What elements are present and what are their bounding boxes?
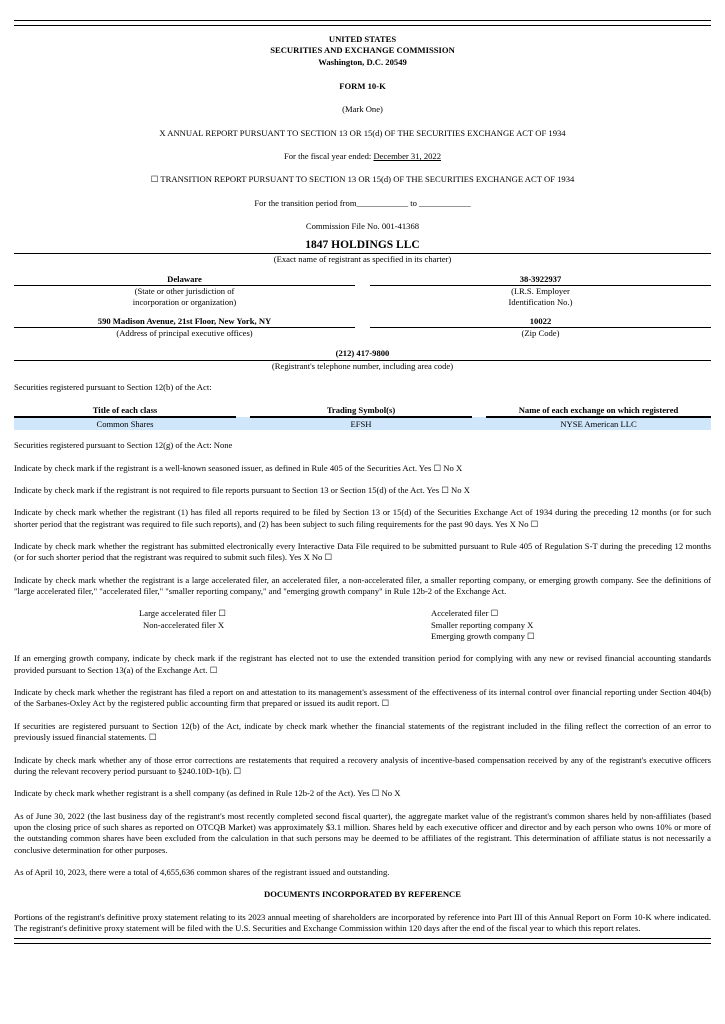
state-ein-row (14, 274, 711, 309)
fiscal-year-date: December 31, 2022 (373, 151, 442, 162)
address-block (14, 316, 355, 340)
address-caption: (Address of principal executive offices) (116, 327, 253, 338)
state-value: Delaware (14, 274, 355, 286)
section-12b-label: Securities registered pursuant to Section 12(b) of the Act: (14, 381, 212, 392)
filer-status-text: Indicate by check mark whether the registrant is a large accelerated filer, an accelerated filer, a non-accelerated filer, a smaller reporting company, or emerging growth company. See the definitions of "large accelerated filer," "accelerated filer," "smaller reporting company," and "emerging growth company" in Rule 12b-2 of the Exchange Act. (14, 574, 711, 597)
shell-company-check: Indicate by check mark whether registrant is a shell company (as defined in Rule 12b-2 of the Act). Yes ☐ No X (14, 788, 401, 799)
address-value: 590 Madison Avenue, 21st Floor, New York, NY (14, 316, 355, 328)
filed-all-reports-check: Indicate by check mark whether the registrant (1) has filed all reports required to be filed by Section 13 or 15(d) of the Securities Exchange Act of 1934 during the preceding 12 months (or for such shorter period that the registrant was required to file such reports), and (2) has been subject to such filing requirements for the past 90 days. Yes X No ☐ (14, 507, 711, 529)
restatement-check: Indicate by check mark whether any of those error corrections are restatements that required a recovery analysis of incentive-based compensation received by any of the registrant's executive officers during the relevant recovery period pursuant to §240.10D-1(b). ☐ (14, 754, 711, 776)
ein-caption-2: Identification No.) (508, 297, 573, 308)
zip-value: 10022 (370, 316, 711, 328)
large-accelerated-filer: Large accelerated filer ☐ (139, 608, 226, 619)
shares-outstanding-text: As of April 10, 2023, there were a total of 4,655,636 common shares of the registrant issued and outstanding. (14, 866, 390, 877)
section-12g-label: Securities registered pursuant to Section 12(g) of the Act: None (14, 440, 233, 451)
not-required-check: Indicate by check mark if the registrant is not required to file reports pursuant to Section 13 or Section 15(d) of the Act. Yes ☐ No X (14, 485, 470, 496)
phone-block (14, 348, 711, 372)
annual-report-check: X ANNUAL REPORT PURSUANT TO SECTION 13 OR 15(d) OF THE SECURITIES EXCHANGE ACT OF 1934 (159, 127, 566, 138)
address-zip-row (14, 316, 711, 340)
header-line-3: Washington, D.C. 20549 (318, 56, 407, 67)
fiscal-year-line (14, 151, 711, 162)
table-row (14, 417, 711, 430)
filer-checkboxes (14, 608, 711, 642)
zip-caption: (Zip Code) (521, 327, 560, 338)
documents-incorporated-text: Portions of the registrant's definitive proxy statement relating to its 2023 annual meeting of shareholders are incorporated by reference into Part III of this Annual Report on Form 10-K where indicated. The registrant's definitive proxy statement will be filed with the U.S. Securities and Exchange Commission within 120 days after the end of the fiscal year to which this report relates. (14, 911, 711, 933)
header-title-of-class: Title of each class (14, 404, 236, 417)
symbol-cell: EFSH (250, 417, 472, 430)
header-trading-symbol: Trading Symbol(s) (250, 404, 472, 417)
documents-incorporated-heading: DOCUMENTS INCORPORATED BY REFERENCE (264, 889, 461, 900)
registrant-name: 1847 HOLDINGS LLC (305, 239, 420, 252)
securities-table-header (14, 404, 711, 417)
header-line-1: UNITED STATES (328, 34, 397, 44)
error-correction-check: If securities are registered pursuant to Section 12(b) of the Act, indicate by check mark whether the financial statements of the registrant included in the filing reflect the correction of an error to previously issued financial statements. ☐ (14, 720, 711, 743)
non-accelerated-filer: Non-accelerated filer X (143, 619, 225, 630)
phone-caption: (Registrant's telephone number, including area code) (271, 360, 454, 371)
fiscal-year-prefix: For the fiscal year ended: (283, 151, 374, 162)
transition-period: For the transition period from____________ to ____________ (254, 197, 471, 208)
header-line-2: SECURITIES AND EXCHANGE COMMISSION (270, 45, 455, 56)
securities-table (14, 404, 711, 430)
ein-caption-1: (I.R.S. Employer (511, 285, 570, 296)
top-double-rule (14, 20, 711, 26)
mark-one: (Mark One) (342, 104, 383, 115)
filer-left-column (14, 608, 354, 642)
agency-header (14, 34, 711, 68)
egc-election-check: If an emerging growth company, indicate by check mark if the registrant has elected not to use the extended transition period for complying with any new or revised financial accounting standards provided pursuant to Section 13(a) of the Exchange Act. ☐ (14, 653, 711, 675)
ein-block (370, 274, 711, 309)
zip-block (370, 316, 711, 340)
registrant-name-caption: (Exact name of registrant as specified in its charter) (14, 253, 711, 265)
icfr-attestation-check: Indicate by check mark whether the registrant has filed a report on and attestation to its management's assessment of the effectiveness of its internal control over financial reporting under Section 404(b) of the Sarbanes-Oxley Act by the registered public accounting firm that prepared or issued its audit report. ☐ (14, 687, 711, 709)
exchange-cell: NYSE American LLC (486, 417, 711, 430)
bottom-double-rule (14, 938, 711, 944)
phone-value: (212) 417-9800 (14, 348, 711, 360)
form-10k-cover-page (14, 0, 711, 944)
wksi-check: Indicate by check mark if the registrant is a well-known seasoned issuer, as defined in Rule 405 of the Securities Act. Yes ☐ No X (14, 462, 463, 473)
smaller-reporting-company: Smaller reporting company X (431, 619, 534, 630)
transition-report-check: ☐ TRANSITION REPORT PURSUANT TO SECTION 13 OR 15(d) OF THE SECURITIES EXCHANGE ACT OF 1934 (150, 174, 575, 185)
state-caption-2: incorporation or organization) (132, 297, 237, 308)
header-exchange: Name of each exchange on which registered (486, 404, 711, 417)
interactive-data-check: Indicate by check mark whether the registrant has submitted electronically every Interactive Data File required to be submitted pursuant to Rule 405 of Regulation S-T during the preceding 12 months (or for such shorter period that the registrant was required to submit such files). Yes X No ☐ (14, 541, 711, 563)
class-cell: Common Shares (14, 417, 236, 430)
emerging-growth-company: Emerging growth company ☐ (431, 631, 535, 642)
filer-right-column (354, 608, 711, 642)
market-value-text: As of June 30, 2022 (the last business day of the registrant's most recently completed second fiscal quarter), the aggregate market value of the registrant's common shares held by non-affiliates (based upon the closing price of such shares as reported on OTCQB Market) was approximately $3.1 million. Shares held by each executive officer and director and by each person who owns 10% or more of the outstanding common shares have been excluded from the calculation in that such persons may be deemed to be affiliates of the registrant. This determination of affiliate status is not necessarily a conclusive determination for other purposes. (14, 810, 711, 855)
state-caption-1: (State or other jurisdiction of (134, 285, 235, 296)
accelerated-filer: Accelerated filer ☐ (431, 608, 499, 619)
form-type: FORM 10-K (339, 81, 386, 92)
state-block (14, 274, 355, 309)
commission-file-number: Commission File No. 001-41368 (305, 221, 420, 232)
ein-value: 38-3922937 (370, 274, 711, 286)
